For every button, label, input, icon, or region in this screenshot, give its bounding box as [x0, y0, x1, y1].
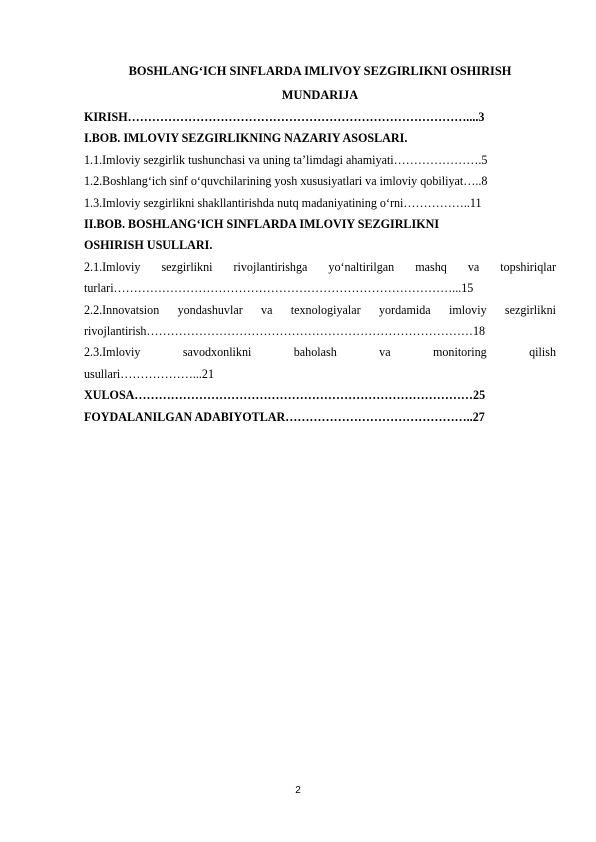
toc-entry-adabiyotlar: FOYDALANILGAN ADABIYOTLAR………………………………………..27	[84, 409, 485, 424]
toc-entry-2-2-line1: 2.2.Innovatsion yondashuvlar va texnologiyalar yordamida imloviy sezgirlikni	[84, 302, 556, 317]
toc-entry-2-1-line1: 2.1.Imloviy sezgirlikni rivojlantirishga yo‘naltirilgan mashq va topshiriqlar	[84, 259, 556, 274]
page-number: 2	[295, 785, 301, 796]
toc-chapter-1: I.BOB. IMLOVIY SEZGIRLIKNING NAZARIY ASOSLARI.	[84, 131, 408, 146]
toc-entry-2-3-line2: usullari………………...21	[84, 366, 215, 381]
toc-entry-xulosa: XULOSA…………………………………………………………………………25	[84, 388, 486, 403]
toc-entry-2-3-line1: 2.3.Imloviy savodxonlikni baholash va monitoring qilish	[84, 345, 556, 360]
toc-chapter-2-line1: II.BOB. BOSHLANG‘ICH SINFLARDA IMLOVIY SEZGIRLIKNI	[84, 217, 440, 232]
toc-entry-1-1: 1.1.Imloviy sezgirlik tushunchasi va uning ta’limdagi ahamiyati………………….5	[84, 152, 488, 167]
toc-entry-1-3: 1.3.Imloviy sezgirlikni shakllantirishda nutq madaniyatining o‘rni……………..11	[84, 195, 482, 210]
toc-entry-kirish: KIRISH…………………………………………………………………………....3	[84, 110, 485, 124]
toc-entry-1-2: 1.2.Boshlang‘ich sinf o‘quvchilarining yosh xususiyatlari va imloviy qobiliyat…..8	[84, 174, 488, 189]
contents-heading: MUNDARIJA	[281, 88, 359, 102]
document-title: BOSHLANG‘ICH SINFLARDA IMLIVOY SEZGIRLIKNI OSHIRISH	[128, 64, 512, 78]
toc-entry-2-2-line2: rivojlantirish………………………………………………………………………18	[84, 324, 486, 339]
toc-chapter-2-line2: OSHIRISH USULLARI.	[84, 238, 213, 253]
table-of-contents	[84, 59, 556, 428]
toc-entry-2-1-line2: turlari…………………………………………………………………………...15	[84, 281, 474, 296]
